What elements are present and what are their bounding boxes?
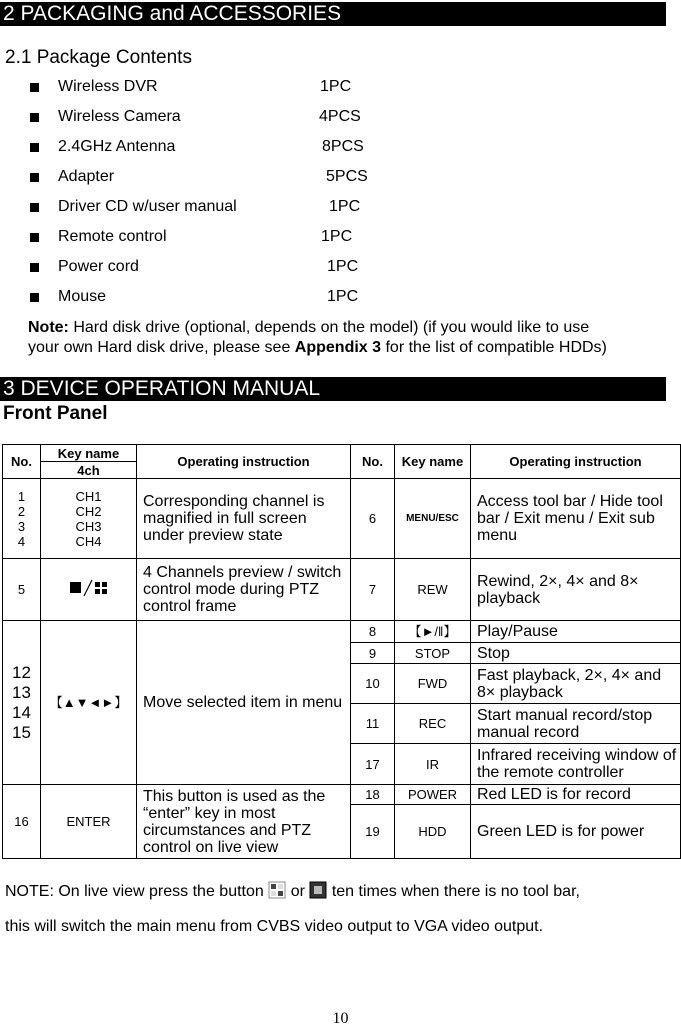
menu-instruction: Access tool bar / Hide tool bar / Exit menu / Exit sub menu	[471, 479, 681, 559]
channel-numbers: 1 2 3 4	[3, 479, 41, 559]
list-item: 2.4GHz Antenna 8PCS	[30, 138, 450, 158]
fwd-key: FWD	[395, 664, 471, 704]
square-bullet-icon	[30, 293, 39, 302]
play-instruction: Play/Pause	[471, 621, 681, 643]
header-key-name: Key name	[41, 445, 137, 462]
table-row	[3, 621, 681, 643]
header-operating-instruction: Operating instruction	[137, 445, 351, 479]
ir-key: IR	[395, 744, 471, 785]
fwd-no: 10	[351, 664, 395, 704]
rec-no: 11	[351, 704, 395, 744]
table-row	[3, 785, 681, 805]
list-item: Power cord 1PC	[30, 258, 450, 278]
channel-instruction: Corresponding channel is magnified in full screen under preview state	[137, 479, 351, 559]
note-text-line1: Hard disk drive (optional, depends on the model) (if you would like to use	[68, 319, 590, 336]
hdd-no: 19	[351, 805, 395, 859]
stop-instruction: Stop	[471, 643, 681, 664]
hdd-instruction: Green LED is for power	[471, 805, 681, 859]
power-instruction: Red LED is for record	[471, 785, 681, 805]
arrow-keys: 【▲▼◄►】	[41, 621, 137, 785]
note-text-line2: your own Hard disk drive, please see	[28, 339, 295, 356]
single-view-button-icon	[309, 881, 327, 899]
list-item: Adapter 5PCS	[30, 168, 450, 188]
header-no: No.	[3, 445, 41, 479]
preview-instruction: 4 Channels preview / switch control mode during PTZ control frame	[137, 559, 351, 621]
table-header-row	[3, 445, 681, 462]
footer-note-line2: this will switch the main menu from CVBS video output to VGA video output.	[5, 918, 544, 935]
rew-key: REW	[395, 559, 471, 621]
square-bullet-icon	[30, 143, 39, 152]
play-pause-key: 【►/‖】	[395, 621, 471, 643]
ir-no: 17	[351, 744, 395, 785]
stop-key: STOP	[395, 643, 471, 664]
square-bullet-icon	[30, 203, 39, 212]
header-4ch: 4ch	[41, 462, 137, 479]
rew-no: 7	[351, 559, 395, 621]
square-bullet-icon	[30, 83, 39, 92]
play-no: 8	[351, 621, 395, 643]
appendix-reference: Appendix 3	[294, 339, 382, 356]
preview-no: 5	[3, 559, 41, 621]
enter-instruction: This button is used as the “enter” key in most circumstances and PTZ control on live view	[137, 785, 351, 859]
fwd-instruction: Fast playback, 2×, 4× and 8× playback	[471, 664, 681, 704]
note-label: Note:	[28, 319, 69, 336]
hdd-key: HDD	[395, 805, 471, 859]
page-number: 10	[332, 1010, 349, 1027]
rec-instruction: Start manual record/stop manual record	[471, 704, 681, 744]
enter-key: ENTER	[41, 785, 137, 859]
single-multi-view-icon	[67, 578, 111, 598]
menu-esc-key: MENU/ESC	[395, 479, 471, 559]
power-key: POWER	[395, 785, 471, 805]
section-3-header: 3 DEVICE OPERATION MANUAL	[0, 377, 666, 401]
arrow-numbers: 12 13 14 15	[3, 621, 41, 785]
header-operating-instruction-2: Operating instruction	[471, 445, 681, 479]
enter-no: 16	[3, 785, 41, 859]
hdd-note	[28, 318, 607, 358]
header-key-name-2: Key name	[395, 445, 471, 479]
list-item: Mouse 1PC	[30, 288, 450, 308]
front-panel-title: Front Panel	[3, 403, 108, 424]
menu-no: 6	[351, 479, 395, 559]
channel-keys: CH1 CH2 CH3 CH4	[41, 479, 137, 559]
section-2-header: 2 PACKAGING and ACCESSORIES	[0, 2, 666, 26]
square-bullet-icon	[30, 233, 39, 242]
front-panel-table	[2, 444, 681, 859]
stop-no: 9	[351, 643, 395, 664]
table-row	[3, 479, 681, 559]
ir-instruction: Infrared receiving window of the remote controller	[471, 744, 681, 785]
power-no: 18	[351, 785, 395, 805]
arrow-instruction: Move selected item in menu	[137, 621, 351, 785]
note-text-line2-end: for the list of compatible HDDs)	[381, 339, 607, 356]
list-item: Wireless DVR 1PC	[30, 78, 450, 98]
rew-instruction: Rewind, 2×, 4× and 8× playback	[471, 559, 681, 621]
list-item: Driver CD w/user manual 1PC	[30, 198, 450, 218]
square-bullet-icon	[30, 113, 39, 122]
footer-note-line1: NOTE: On live view press the button or ten times when there is no tool bar,	[5, 883, 580, 900]
header-no-2: No.	[351, 445, 395, 479]
package-contents-title: 2.1 Package Contents	[5, 47, 192, 68]
list-item: Remote control 1PC	[30, 228, 450, 248]
multi-view-button-icon	[268, 881, 286, 899]
square-bullet-icon	[30, 263, 39, 272]
list-item: Wireless Camera 4PCS	[30, 108, 450, 128]
preview-key-icons	[41, 559, 137, 621]
table-row	[3, 559, 681, 621]
square-bullet-icon	[30, 173, 39, 182]
rec-key: REC	[395, 704, 471, 744]
